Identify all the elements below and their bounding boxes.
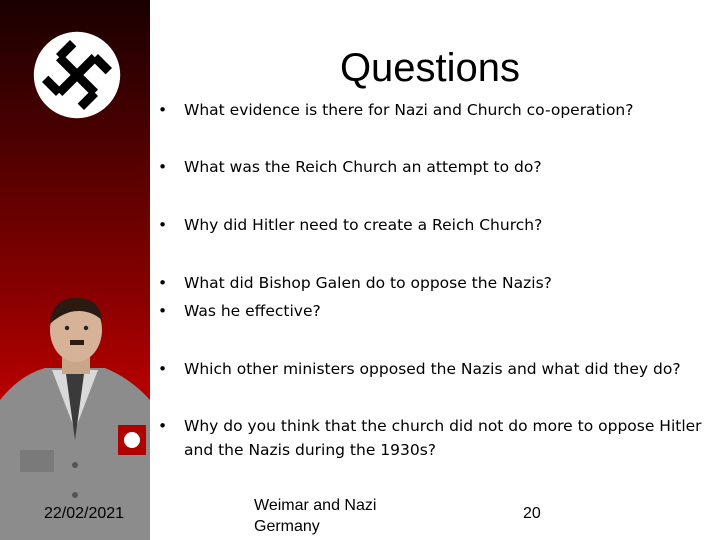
footer-course-line-1: Weimar and Nazi: [254, 497, 377, 514]
bullet: •: [158, 417, 168, 435]
footer-date: 22/02/2021: [44, 505, 125, 522]
question-text: What did Bishop Galen do to oppose the Nazis?: [184, 274, 552, 292]
footer-course: [254, 495, 376, 537]
bullet: •: [158, 101, 168, 119]
question-text: Which other ministers opposed the Nazis and what did they do?: [184, 360, 681, 378]
bullet: •: [158, 158, 168, 176]
question-text: Why do you think that the church did not do more to oppose Hitler and the Nazis during the 1930s?: [184, 417, 702, 459]
question-text: What was the Reich Church an attempt to do?: [184, 158, 542, 176]
footer-course-line-2: Germany: [254, 518, 320, 535]
bullet: •: [158, 274, 168, 292]
bullet: •: [158, 302, 168, 320]
portrait-image: [0, 290, 150, 540]
slide-title: Questions: [339, 46, 521, 90]
bullet: •: [158, 216, 168, 234]
question-text: Why did Hitler need to create a Reich Church?: [184, 216, 543, 234]
question-text: What evidence is there for Nazi and Church co-operation?: [184, 101, 634, 119]
question-text: Was he effective?: [184, 302, 321, 320]
swastika-emblem-icon: [32, 30, 122, 120]
bullet: •: [158, 360, 168, 378]
page-number: 20: [523, 505, 541, 522]
left-sidebar: [0, 0, 150, 540]
question-list: [150, 0, 720, 470]
